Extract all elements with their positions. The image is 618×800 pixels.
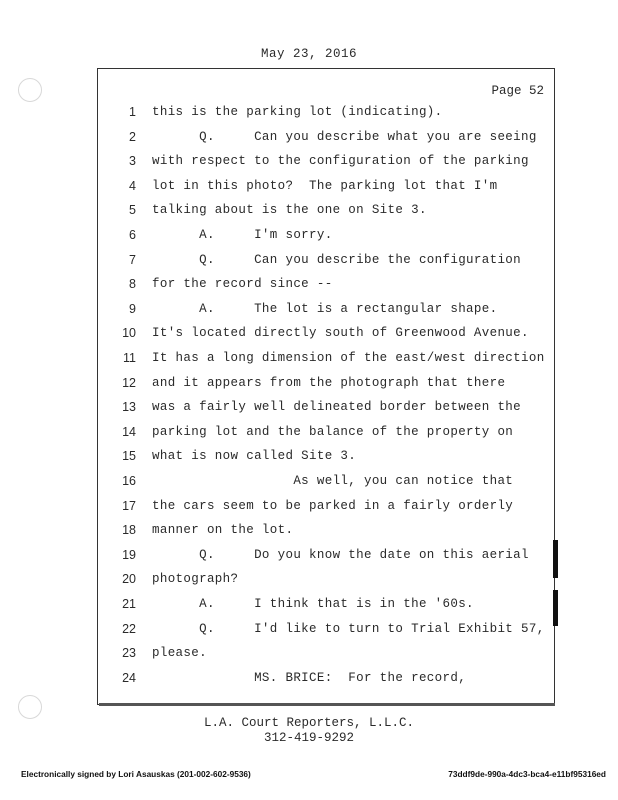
line-number: 12	[122, 375, 136, 390]
line-number: 2	[129, 129, 136, 144]
line-text: the cars seem to be parked in a fairly orderly	[152, 498, 514, 513]
punch-hole-top	[18, 78, 42, 102]
transcript-line	[100, 100, 550, 124]
transcript-line	[100, 543, 550, 567]
line-text: It's located directly south of Greenwood Avenue.	[152, 326, 529, 341]
line-text: Q. I'd like to turn to Trial Exhibit 57,	[152, 621, 545, 636]
line-number: 24	[122, 670, 136, 685]
line-text: A. I think that is in the '60s.	[152, 597, 474, 611]
transcript-line	[100, 149, 550, 173]
line-text: photograph?	[152, 572, 239, 587]
line-number: 11	[123, 351, 136, 365]
line-number: 16	[122, 474, 136, 488]
line-text: A. The lot is a rectangular shape.	[152, 301, 498, 316]
line-text: Q. Do you know the date on this aerial	[152, 547, 529, 562]
frame-bottom-rule	[99, 703, 555, 706]
transcript-line	[100, 125, 550, 149]
transcript-line	[100, 346, 550, 370]
line-number: 14	[122, 424, 136, 439]
transcript-line	[100, 518, 550, 542]
line-number: 8	[129, 277, 136, 292]
line-text: MS. BRICE: For the record,	[152, 670, 467, 685]
transcript-line	[100, 420, 550, 444]
reporter-phone: 312-419-9292	[263, 731, 354, 745]
line-number: 18	[122, 523, 136, 538]
line-text: what is now called Site 3.	[152, 449, 357, 464]
line-text: Q. Can you describe what you are seeing	[152, 129, 537, 144]
transcript-line	[100, 223, 550, 247]
line-text: lot in this photo? The parking lot that I'm	[152, 178, 498, 193]
line-number: 3	[129, 154, 136, 169]
transcript-line	[100, 592, 550, 616]
margin-mark-2	[553, 590, 558, 626]
line-number: 20	[122, 572, 136, 587]
transcript-line	[100, 641, 550, 665]
transcript-line	[100, 469, 550, 493]
transcript-line	[100, 321, 550, 345]
line-number: 6	[129, 228, 136, 242]
transcript-line	[100, 567, 550, 591]
transcript-line	[100, 272, 550, 296]
line-number: 9	[129, 301, 136, 316]
reporter-company: L.A. Court Reporters, L.L.C.	[203, 716, 415, 730]
line-number: 10	[122, 326, 136, 341]
line-number: 5	[129, 203, 136, 218]
transcript-line	[100, 666, 550, 690]
transcript-line	[100, 174, 550, 198]
line-text: Q. Can you describe the configuration	[152, 252, 522, 267]
line-text: As well, you can notice that	[152, 474, 514, 488]
line-text: for the record since --	[152, 277, 333, 292]
line-text: talking about is the one on Site 3.	[152, 203, 427, 218]
line-number: 22	[122, 621, 136, 636]
line-number: 23	[122, 646, 136, 661]
line-text: parking lot and the balance of the property on	[152, 424, 514, 439]
line-text: manner on the lot.	[152, 523, 294, 538]
transcript-line	[100, 198, 550, 222]
transcript-line	[100, 395, 550, 419]
line-number: 1	[129, 105, 136, 119]
line-number: 13	[122, 400, 136, 415]
line-text: A. I'm sorry.	[152, 228, 333, 242]
transcript-line	[100, 371, 550, 395]
line-number: 15	[122, 449, 136, 464]
footer	[0, 716, 618, 746]
transcript-line	[100, 444, 550, 468]
transcript-line	[100, 297, 550, 321]
header-date: May 23, 2016	[260, 47, 357, 61]
transcript-line	[100, 494, 550, 518]
line-text: this is the parking lot (indicating).	[152, 105, 443, 119]
page-number: Page 52	[491, 84, 544, 98]
transcript-line	[100, 617, 550, 641]
line-text: and it appears from the photograph that there	[152, 375, 506, 390]
line-number: 17	[122, 498, 136, 513]
line-number: 19	[122, 547, 136, 562]
margin-mark-1	[553, 540, 558, 578]
electronic-signature: Electronically signed by Lori Asauskas (201-002-602-9536)	[21, 769, 251, 779]
line-number: 4	[129, 178, 136, 193]
line-text: It has a long dimension of the east/west direction	[152, 351, 545, 365]
line-text: was a fairly well delineated border between the	[152, 400, 522, 415]
line-text: please.	[152, 646, 207, 661]
line-number: 7	[129, 252, 136, 267]
signature-hash: 73ddf9de-990a-4dc3-bca4-e11bf95316ed	[448, 769, 606, 779]
transcript-line	[100, 248, 550, 272]
line-text: with respect to the configuration of the parking	[152, 154, 529, 169]
line-number: 21	[122, 597, 136, 611]
